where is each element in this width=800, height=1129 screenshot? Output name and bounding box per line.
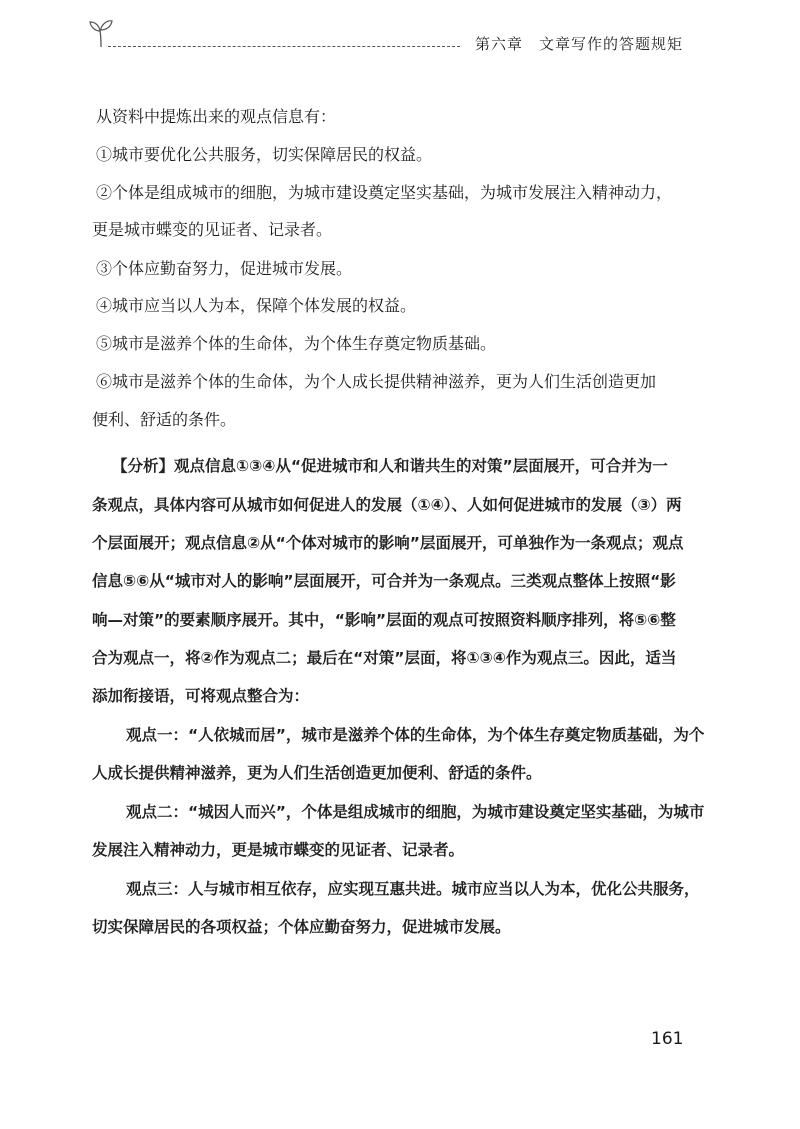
text-line: 响—对策”的要素顺序展开。其中，“影响”层面的观点可按照资料顺序排列，将⑤⑥整: [92, 611, 676, 629]
text-line: 人成长提供精神滋养，更为人们生活创造更加便利、舒适的条件。: [92, 764, 542, 782]
text-line: ③个体应勤奋努力，促进城市发展。: [96, 259, 353, 278]
text-line: 合为观点一，将②作为观点二；最后在“对策”层面，将①③④作为观点三。因此，适当: [92, 649, 677, 667]
chapter-title: [475, 33, 683, 54]
text-line: ①城市要优化公共服务，切实保障居民的权益。: [96, 145, 433, 164]
text-line: 发展注入精神动力，更是城市蝶变的见证者、记录者。: [92, 841, 465, 859]
text-line: 切实保障居民的各项权益；个体应勤奋努力，促进城市发展。: [92, 918, 511, 936]
sprout-icon: [88, 18, 114, 48]
text-line: 便利、舒适的条件。: [92, 410, 237, 429]
text-line: 观点二：“城因人而兴”，个体是组成城市的细胞，为城市建设奠定坚实基础，为城市: [126, 803, 705, 821]
text-line: 添加衔接语，可将观点整合为：: [92, 687, 310, 705]
chapter-number: 第六章: [475, 35, 524, 53]
text-line: ②个体是组成城市的细胞，为城市建设奠定坚实基础，为城市发展注入精神动力，: [96, 183, 673, 202]
text-line: 个层面展开；观点信息②从“个体对城市的影响”层面展开，可单独作为一条观点；观点: [92, 534, 684, 552]
text-line: 【分析】观点信息①③④从“促进城市和人和谐共生的对策”层面展开，可合并为一: [112, 457, 668, 475]
text-line: ④城市应当以人为本，保障个体发展的权益。: [96, 296, 417, 315]
text-line: 观点一：“人依城而居”，城市是滋养个体的生命体，为个体生存奠定物质基础，为个: [126, 726, 705, 744]
text-line: 条观点，具体内容可从城市如何促进人的发展（①④）、人如何促进城市的发展（③）两: [92, 496, 682, 514]
text-line: ⑥城市是滋养个体的生命体，为个人成长提供精神滋养，更为人们生活创造更加: [96, 372, 657, 391]
text-line: ⑤城市是滋养个体的生命体，为个体生存奠定物质基础。: [96, 334, 497, 353]
page-number: 161: [651, 1029, 684, 1049]
text-line: 信息⑤⑥从“城市对人的影响”层面展开，可合并为一条观点。三类观点整体上按照“影: [92, 572, 676, 590]
chapter-name: 文章写作的答题规矩: [539, 35, 684, 53]
header-divider: [108, 46, 460, 47]
text-line: 更是城市蝶变的见证者、记录者。: [92, 220, 333, 239]
text-line: 从资料中提炼出来的观点信息有：: [96, 107, 337, 126]
page-header: [0, 0, 800, 70]
text-line: 观点三：人与城市相互依存，应实现互惠共进。城市应当以人为本，优化公共服务，: [126, 880, 700, 898]
